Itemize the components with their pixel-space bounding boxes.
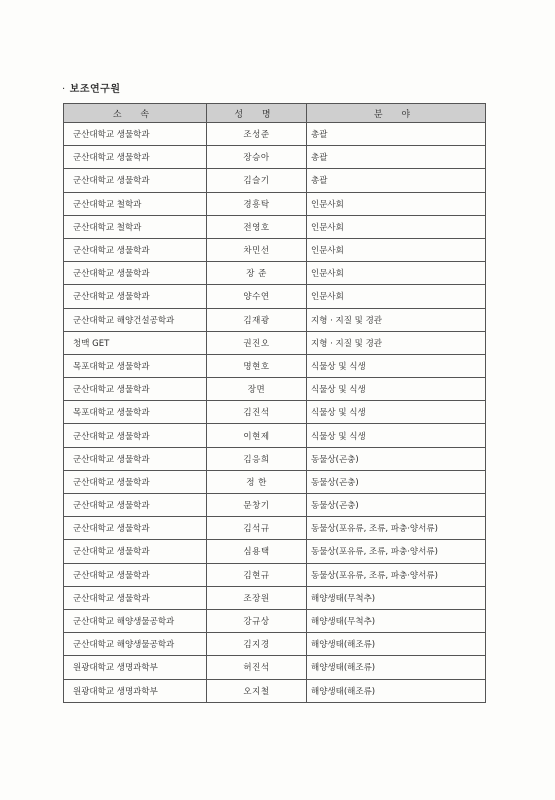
section-title [62, 80, 121, 95]
table-row [64, 331, 486, 354]
row-field: 해양생태(해조류) [307, 633, 486, 656]
row-affiliation: 군산대학교 생물학과 [64, 470, 207, 493]
row-affiliation: 군산대학교 생물학과 [64, 424, 207, 447]
row-affiliation: 원광대학교 생명과학부 [64, 679, 207, 702]
row-affiliation: 군산대학교 생물학과 [64, 447, 207, 470]
table-row [64, 470, 486, 493]
table-row [64, 192, 486, 215]
row-affiliation: 군산대학교 생물학과 [64, 262, 207, 285]
row-field: 인문사회 [307, 238, 486, 261]
row-field: 식물상 및 식생 [307, 378, 486, 401]
row-affiliation: 군산대학교 생물학과 [64, 285, 207, 308]
row-affiliation: 군산대학교 해양생물공학과 [64, 609, 207, 632]
row-name: 김석규 [207, 517, 307, 540]
row-field: 동물상(포유류, 조류, 파충·양서류) [307, 517, 486, 540]
row-affiliation: 군산대학교 생물학과 [64, 586, 207, 609]
row-name: 강규상 [207, 609, 307, 632]
table-row [64, 401, 486, 424]
table-row [64, 679, 486, 702]
header-field: 분 야 [307, 104, 486, 123]
row-field: 해양생태(무척추) [307, 586, 486, 609]
row-field: 인문사회 [307, 192, 486, 215]
row-name: 정 한 [207, 470, 307, 493]
table-row [64, 424, 486, 447]
row-name: 경흥탁 [207, 192, 307, 215]
table-row [64, 146, 486, 169]
row-field: 식물상 및 식생 [307, 424, 486, 447]
row-name: 장면 [207, 378, 307, 401]
table-row [64, 586, 486, 609]
row-affiliation: 군산대학교 생물학과 [64, 540, 207, 563]
row-affiliation: 원광대학교 생명과학부 [64, 656, 207, 679]
row-affiliation: 청맥 GET [64, 331, 207, 354]
row-name: 허진석 [207, 656, 307, 679]
row-name: 양수연 [207, 285, 307, 308]
table-row [64, 494, 486, 517]
table-row [64, 262, 486, 285]
header-name: 성 명 [207, 104, 307, 123]
row-field: 동물상(곤충) [307, 470, 486, 493]
row-field: 총괄 [307, 169, 486, 192]
row-affiliation: 군산대학교 생물학과 [64, 378, 207, 401]
row-affiliation: 군산대학교 생물학과 [64, 146, 207, 169]
row-field: 동물상(포유류, 조류, 파충·양서류) [307, 540, 486, 563]
row-affiliation: 군산대학교 생물학과 [64, 169, 207, 192]
row-field: 식물상 및 식생 [307, 401, 486, 424]
table-row [64, 354, 486, 377]
header-affiliation: 소 속 [64, 104, 207, 123]
row-field: 해양생태(해조류) [307, 656, 486, 679]
row-name: 이현제 [207, 424, 307, 447]
row-name: 오지철 [207, 679, 307, 702]
row-affiliation: 군산대학교 해양생물공학과 [64, 633, 207, 656]
table-row [64, 123, 486, 146]
table-row [64, 308, 486, 331]
row-name: 김지경 [207, 633, 307, 656]
row-field: 지형 · 지질 및 경관 [307, 331, 486, 354]
table-row [64, 563, 486, 586]
table-row [64, 238, 486, 261]
table-row [64, 656, 486, 679]
row-affiliation: 목포대학교 생물학과 [64, 401, 207, 424]
row-field: 총괄 [307, 123, 486, 146]
section-bullet: · [62, 84, 66, 95]
row-name: 김재광 [207, 308, 307, 331]
table-row [64, 378, 486, 401]
row-field: 동물상(곤충) [307, 494, 486, 517]
row-name: 김현규 [207, 563, 307, 586]
row-field: 동물상(포유류, 조류, 파충·양서류) [307, 563, 486, 586]
row-field: 인문사회 [307, 262, 486, 285]
row-field: 총괄 [307, 146, 486, 169]
table-row [64, 517, 486, 540]
row-name: 문창기 [207, 494, 307, 517]
row-name: 김응희 [207, 447, 307, 470]
row-name: 조성준 [207, 123, 307, 146]
row-affiliation: 군산대학교 생물학과 [64, 563, 207, 586]
row-affiliation: 군산대학교 철학과 [64, 192, 207, 215]
row-name: 김진석 [207, 401, 307, 424]
row-field: 해양생태(무척추) [307, 609, 486, 632]
row-field: 인문사회 [307, 215, 486, 238]
row-name: 김슬기 [207, 169, 307, 192]
row-affiliation: 목포대학교 생물학과 [64, 354, 207, 377]
table-row [64, 169, 486, 192]
table-row [64, 447, 486, 470]
table-row [64, 285, 486, 308]
table-header-row [64, 104, 486, 123]
row-field: 해양생태(해조류) [307, 679, 486, 702]
row-name: 전영호 [207, 215, 307, 238]
row-affiliation: 군산대학교 생물학과 [64, 238, 207, 261]
row-affiliation: 군산대학교 철학과 [64, 215, 207, 238]
row-field: 인문사회 [307, 285, 486, 308]
row-name: 명현호 [207, 354, 307, 377]
row-name: 조장원 [207, 586, 307, 609]
row-field: 식물상 및 식생 [307, 354, 486, 377]
table-row [64, 540, 486, 563]
row-name: 심용택 [207, 540, 307, 563]
row-affiliation: 군산대학교 해양건설공학과 [64, 308, 207, 331]
section-title-text: 보조연구원 [69, 84, 121, 95]
row-name: 권진오 [207, 331, 307, 354]
row-affiliation: 군산대학교 생물학과 [64, 494, 207, 517]
table-body [64, 123, 486, 703]
row-affiliation: 군산대학교 생물학과 [64, 517, 207, 540]
assistant-researcher-table [63, 103, 486, 703]
row-name: 차민선 [207, 238, 307, 261]
row-field: 동물상(곤충) [307, 447, 486, 470]
row-field: 지형 · 지질 및 경관 [307, 308, 486, 331]
table-row [64, 633, 486, 656]
row-name: 장승아 [207, 146, 307, 169]
table-row [64, 215, 486, 238]
row-name: 장 준 [207, 262, 307, 285]
table-row [64, 609, 486, 632]
row-affiliation: 군산대학교 생물학과 [64, 123, 207, 146]
